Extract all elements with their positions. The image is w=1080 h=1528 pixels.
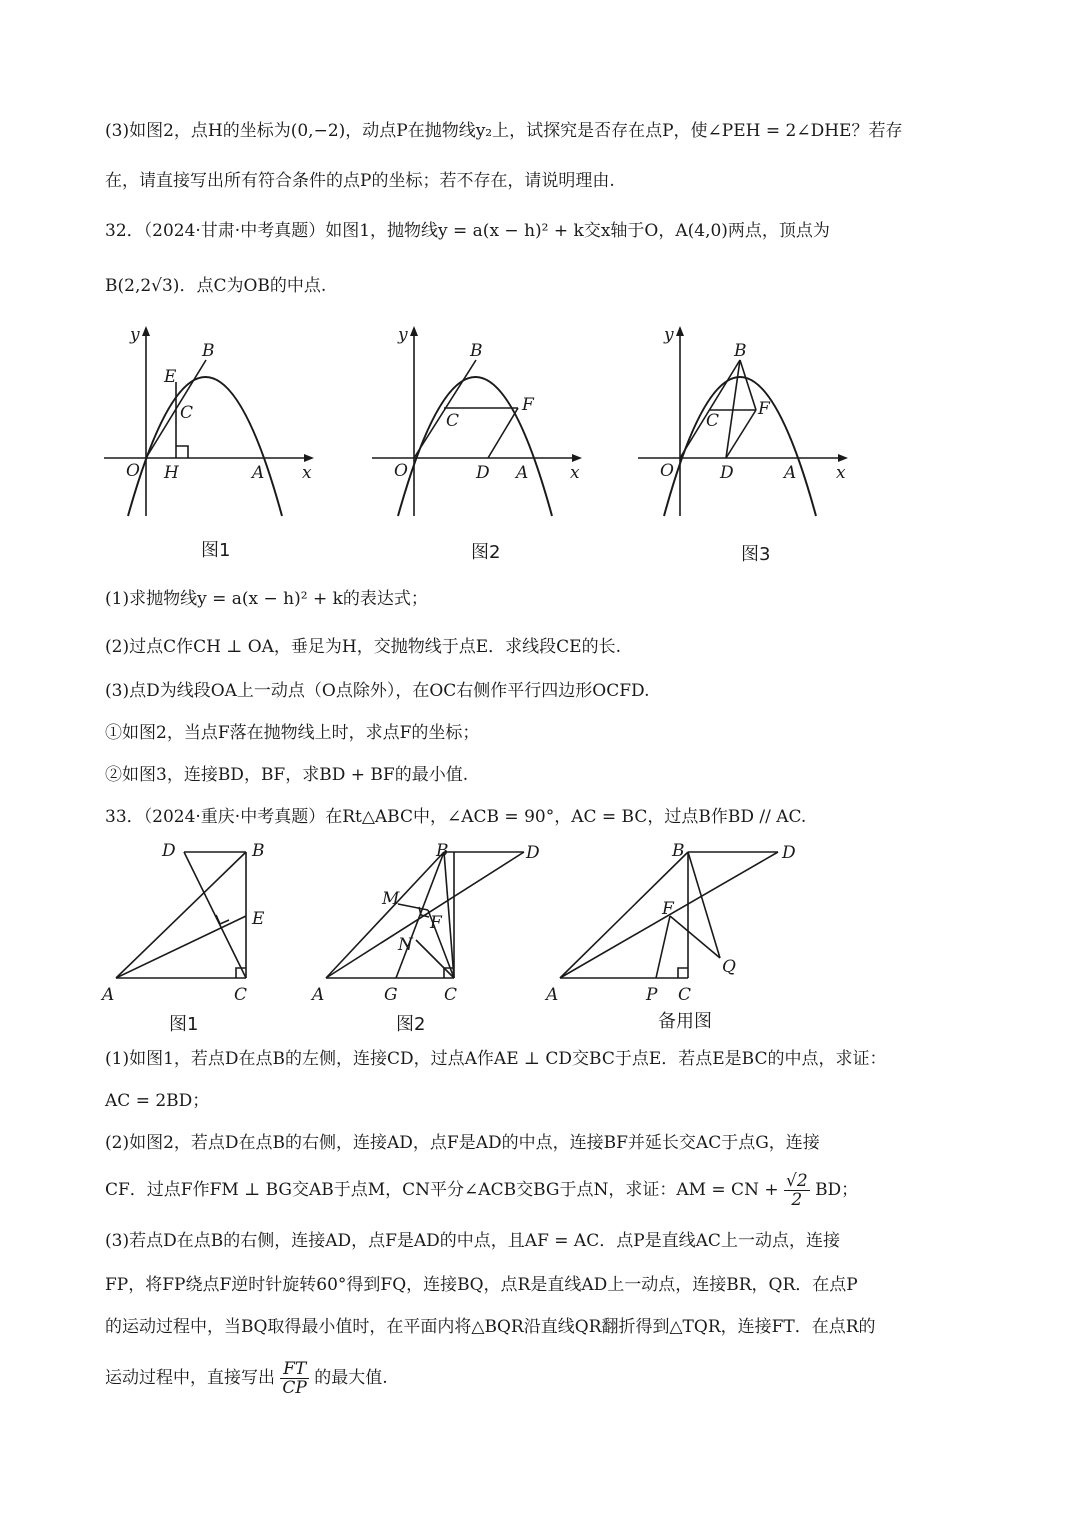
p33-figure-2 — [310, 836, 560, 1006]
q3-line-4-tail: 的最大值. — [314, 1368, 388, 1388]
fraction-sqrt2-over-2 — [784, 1172, 810, 1209]
p32-figure-3 — [634, 320, 874, 530]
fraction-FT-over-CP — [280, 1360, 308, 1397]
q3-line-4-text: 运动过程中，直接写出 — [105, 1368, 275, 1388]
label-A: A — [546, 985, 559, 1005]
label-A: A — [312, 985, 325, 1005]
label-N: N — [398, 935, 413, 955]
segment-AB — [116, 852, 246, 978]
label-x: x — [302, 463, 312, 483]
p33-figure-2-caption: 图2 — [396, 1014, 426, 1035]
segment-extra — [444, 852, 454, 978]
label-E: E — [164, 367, 177, 387]
p33-question-1-line-2: AC = 2BD； — [105, 1091, 210, 1111]
label-A: A — [102, 985, 115, 1005]
p32-stem-line-2: B(2,2√3)．点C为OB的中点. — [105, 276, 327, 296]
p32-question-2: (2)过点C作CH ⊥ OA，垂足为H，交抛物线于点E．求线段CE的长. — [105, 637, 621, 657]
p32-question-3-part-1: ①如图2，当点F落在抛物线上时，求点F的坐标； — [105, 723, 480, 743]
q2-line-2-text: CF．过点F作FM ⊥ BG交AB于点M，CN平分∠ACB交BG于点N，求证：AM = CN + — [105, 1180, 779, 1200]
segment-BD — [726, 360, 740, 458]
label-C: C — [706, 411, 720, 431]
label-C: C — [444, 985, 458, 1005]
p33-question-1-line-1: (1)如图1，若点D在点B的左侧，连接CD，过点A作AE ⊥ CD交BC于点E．若点E是BC的中点，求证： — [105, 1049, 887, 1069]
segment-OB — [414, 360, 476, 458]
label-D: D — [782, 843, 796, 863]
label-P: P — [646, 985, 658, 1005]
label-M: M — [382, 889, 400, 909]
p33-figure-3 — [544, 836, 814, 1006]
label-A: A — [252, 463, 265, 483]
label-Q: Q — [722, 957, 736, 977]
label-C: C — [234, 985, 248, 1005]
fraction-denominator: 2 — [791, 1190, 803, 1210]
segment-AE — [116, 916, 246, 978]
label-D: D — [526, 843, 540, 863]
p32-question-1: (1)求抛物线y = a(x − h)² + k的表达式； — [105, 589, 428, 609]
segment-FD — [726, 410, 756, 458]
p32-figure-2 — [370, 320, 610, 530]
label-B: B — [436, 841, 449, 861]
label-B: B — [470, 341, 483, 361]
p33-question-3-line-4 — [105, 1360, 388, 1397]
label-y: y — [398, 325, 408, 345]
parabola — [128, 377, 282, 516]
label-x: x — [570, 463, 580, 483]
label-O: O — [660, 461, 674, 481]
label-F: F — [430, 913, 442, 933]
p32-stem-line-1: 32．（2024·甘肃·中考真题）如图1，抛物线y = a(x − h)² + k交x轴于O，A(4,0)两点，顶点为 — [105, 221, 830, 241]
segment-FD — [488, 408, 518, 458]
label-F: F — [522, 395, 534, 415]
label-B: B — [202, 341, 215, 361]
label-E: E — [252, 909, 265, 929]
p33-question-2-line-2 — [105, 1172, 858, 1209]
p32-figure-1-caption: 图1 — [201, 540, 231, 561]
p33-figure-1 — [100, 836, 280, 1006]
label-B: B — [734, 341, 747, 361]
label-D: D — [476, 463, 490, 483]
p33-question-3-line-1: (3)若点D在点B的右侧，连接AD，点F是AD的中点，且AF = AC．点P是直线AC上一动点，连接 — [105, 1231, 840, 1251]
p33-question-3-line-2: FP，将FP绕点F逆时针旋转60°得到FQ，连接BQ，点R是直线AD上一动点，连接BR，QR．在点P — [105, 1275, 858, 1295]
label-A: A — [516, 463, 529, 483]
label-y: y — [664, 325, 674, 345]
label-G: G — [384, 985, 398, 1005]
label-D: D — [162, 841, 176, 861]
p32-figure-1 — [100, 320, 340, 530]
label-C: C — [180, 403, 194, 423]
segment-AD — [326, 852, 524, 978]
label-y: y — [130, 325, 140, 345]
p32-figure-3-caption: 图3 — [741, 544, 771, 565]
label-A: A — [784, 463, 797, 483]
label-H: H — [164, 463, 179, 483]
p32-question-3: (3)点D为线段OA上一动点（O点除外），在OC右侧作平行四边形OCFD. — [105, 681, 650, 701]
p33-figure-1-caption: 图1 — [169, 1014, 199, 1035]
p32-question-3-part-2: ②如图3，连接BD，BF，求BD + BF的最小值. — [105, 765, 469, 785]
right-angle-C — [678, 968, 688, 978]
right-angle-mark — [176, 446, 188, 458]
label-D: D — [720, 463, 734, 483]
label-x: x — [836, 463, 846, 483]
segment-BF — [740, 360, 756, 410]
segment-CN — [416, 940, 454, 978]
label-O: O — [126, 461, 140, 481]
q2-line-2-tail: BD； — [815, 1180, 859, 1200]
segment-OB — [680, 360, 740, 458]
p33-figure-3-caption: 备用图 — [658, 1011, 712, 1032]
segment-FP — [656, 916, 670, 978]
p33-question-2-line-1: (2)如图2，若点D在点B的右侧，连接AD，点F是AD的中点，连接BF并延长交AC于点G，连接 — [105, 1133, 820, 1153]
segment-DC — [184, 852, 246, 978]
label-B: B — [672, 841, 685, 861]
fraction-numerator: FT — [280, 1360, 308, 1379]
segment-BQ — [688, 852, 720, 958]
fraction-denominator: CP — [282, 1378, 307, 1398]
p31-question-3-line-1: (3)如图2，点H的坐标为(0,−2)，动点P在抛物线y₂上，试探究是否存在点P，使∠PEH = 2∠DHE？若存 — [105, 121, 903, 141]
p33-stem: 33．（2024·重庆·中考真题）在Rt△ABC中，∠ACB = 90°，AC = BC，过点B作BD // AC. — [105, 807, 807, 827]
label-F: F — [662, 899, 674, 919]
label-F: F — [758, 399, 770, 419]
segment-FQ — [670, 916, 720, 958]
p31-question-3-line-2: 在，请直接写出所有符合条件的点P的坐标；若不存在，请说明理由. — [105, 171, 615, 191]
label-C: C — [446, 411, 460, 431]
p33-question-3-line-3: 的运动过程中，当BQ取得最小值时，在平面内将△BQR沿直线QR翻折得到△TQR，连接FT．在点R的 — [105, 1317, 876, 1337]
p32-figure-2-caption: 图2 — [471, 542, 501, 563]
label-C: C — [678, 985, 692, 1005]
label-B: B — [252, 841, 265, 861]
label-O: O — [394, 461, 408, 481]
fraction-numerator: √2 — [786, 1171, 808, 1191]
